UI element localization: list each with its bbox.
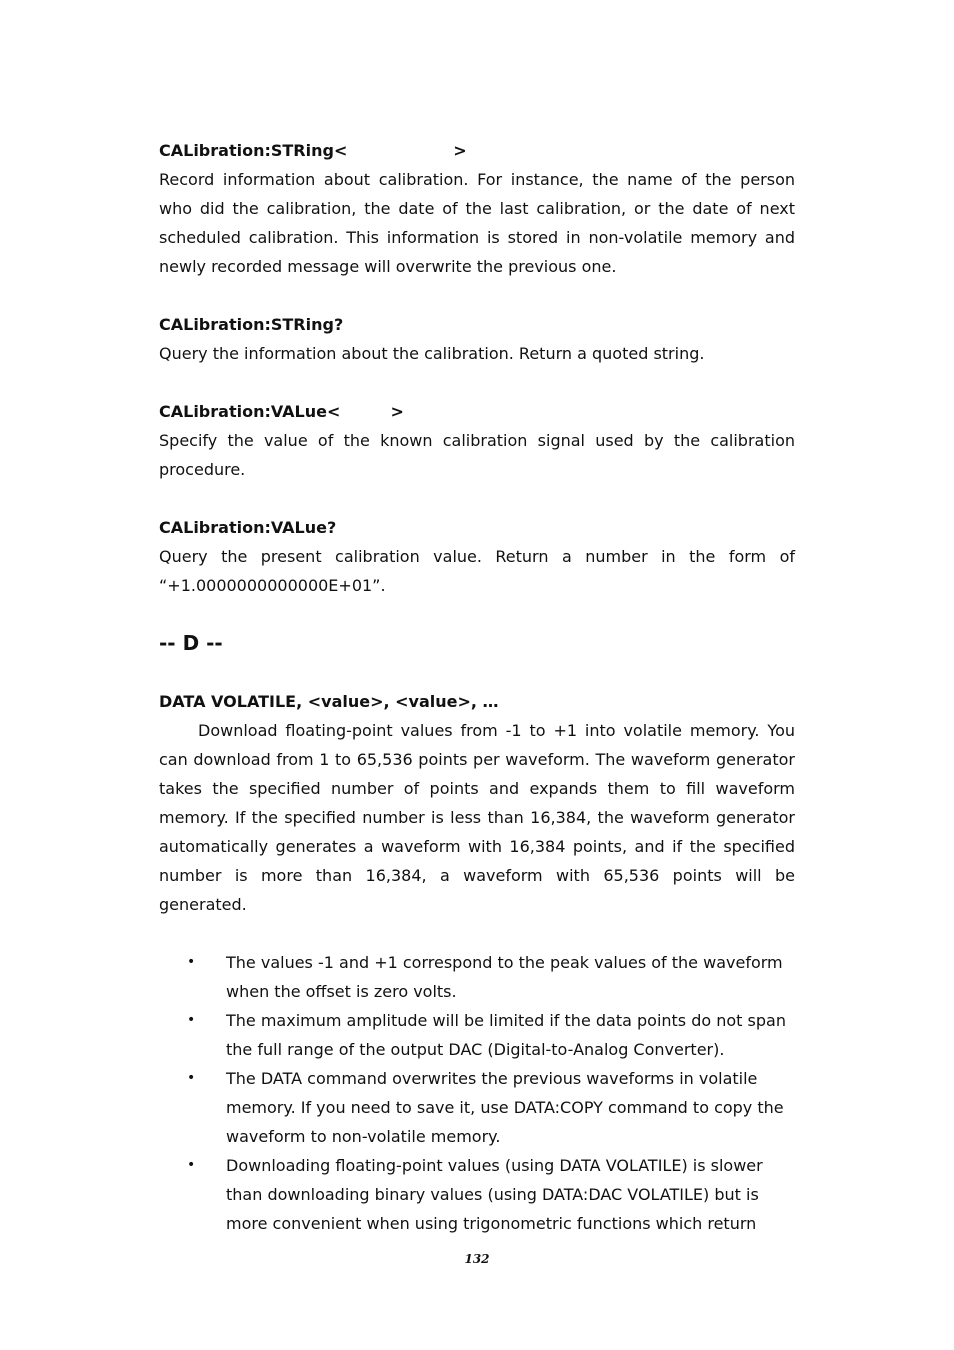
notes-list <box>159 948 795 1238</box>
list-item-text: The DATA command overwrites the previous waveforms in volatile memory. If you need to save it, use DATA:COPY command to copy the waveform to non-volatile memory. <box>226 1069 784 1146</box>
command-description-cal-value-query: Query the present calibration value. Return a number in the form of “+1.0000000000000E+01”. <box>159 547 795 595</box>
letter-heading-d: -- D -- <box>159 631 223 655</box>
list-item <box>159 1064 795 1151</box>
list-item-text: The values -1 and +1 correspond to the peak values of the waveform when the offset is zero volts. <box>226 953 783 1001</box>
page-content <box>159 136 795 1238</box>
command-heading-cal-value: CALibration:VALue< > <box>159 402 404 421</box>
command-description-cal-string: Record information about calibration. For instance, the name of the person who did the calibration, the date of the last calibration, or the date of next scheduled calibration. This information is stored in non-volatile memory and newly recorded message will overwrite the previous one. <box>159 170 795 276</box>
command-heading-cal-value-query: CALibration:VALue? <box>159 518 337 537</box>
list-item-text: Downloading floating-point values (using DATA VOLATILE) is slower than downloading binary values (using DATA:DAC VOLATILE) but is more convenient when using trigonometric functions which return <box>226 1156 763 1233</box>
command-heading-cal-string: CALibration:STRing< > <box>159 141 467 160</box>
command-description-cal-value: Specify the value of the known calibration signal used by the calibration procedure. <box>159 431 795 479</box>
bullet-icon: • <box>187 1012 196 1028</box>
list-item <box>159 1006 795 1064</box>
list-item <box>159 948 795 1006</box>
page-number: 132 <box>464 1252 490 1266</box>
command-heading-cal-string-query: CALibration:STRing? <box>159 315 344 334</box>
list-item-text: The maximum amplitude will be limited if the data points do not span the full range of the output DAC (Digital-to-Analog Converter). <box>226 1011 786 1059</box>
list-item <box>159 1151 795 1238</box>
bullet-icon: • <box>187 1157 196 1173</box>
bullet-icon: • <box>187 1070 196 1086</box>
command-heading-data-volatile: DATA VOLATILE, <value>, <value>, … <box>159 692 499 711</box>
command-description-data-volatile: Download floating-point values from -1 to +1 into volatile memory. You can download from 1 to 65,536 points per waveform. The waveform generator takes the specified number of points and expands them to fill waveform memory. If the specified number is less than 16,384, the waveform generator automatically generates a waveform with 16,384 points, and if the specified number is more than 16,384, a waveform with 65,536 points will be generated. <box>159 721 795 914</box>
bullet-icon: • <box>187 954 196 970</box>
command-description-cal-string-query: Query the information about the calibration. Return a quoted string. <box>159 344 705 363</box>
